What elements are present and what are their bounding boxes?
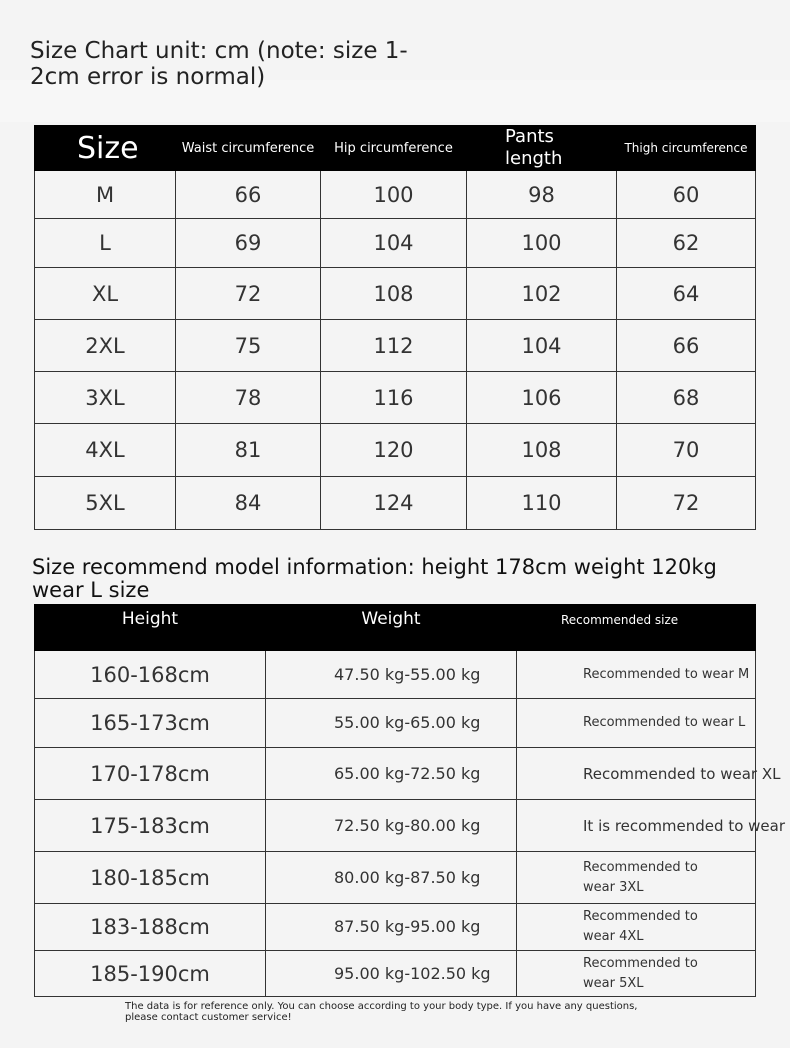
table-row: [35, 748, 756, 800]
weight-cell: 80.00 kg-87.50 kg: [266, 852, 517, 904]
rec-table-header: [35, 605, 756, 651]
height-cell: 160-168cm: [35, 651, 266, 699]
thigh-cell: 60: [617, 171, 756, 219]
table-row: [35, 424, 756, 477]
weight-cell: 72.50 kg-80.00 kg: [266, 800, 517, 852]
waist-cell: 69: [176, 219, 321, 268]
height-cell: 185-190cm: [35, 951, 266, 997]
thigh-cell: 68: [617, 372, 756, 424]
disclaimer-footnote: The data is for reference only. You can choose according to your body type. If you have any questions, please contact customer service!: [125, 1001, 638, 1023]
thigh-cell: 62: [617, 219, 756, 268]
table-row: [35, 904, 756, 951]
table-row: [35, 171, 756, 219]
weight-cell: 95.00 kg-102.50 kg: [266, 951, 517, 997]
recommended-size-cell: Recommended to wear 5XL: [517, 951, 756, 997]
size-chart-title: Size Chart unit: cm (note: size 1-2cm error is normal): [30, 38, 408, 90]
thigh-cell: 64: [617, 268, 756, 320]
weight-cell: 55.00 kg-65.00 kg: [266, 699, 517, 748]
recommended-size-cell: It is recommended to wear: [517, 800, 756, 852]
waist-cell: 81: [176, 424, 321, 477]
pants-length-cell: 102: [467, 268, 617, 320]
header-size: Size: [35, 126, 176, 171]
height-cell: 170-178cm: [35, 748, 266, 800]
table-row: [35, 320, 756, 372]
recommended-size-cell: Recommended to wear M: [517, 651, 756, 699]
size-chart-table: [34, 125, 756, 530]
header-hip: Hip circumference: [321, 126, 467, 171]
size-cell: 5XL: [35, 477, 176, 530]
recommendation-table: [34, 604, 785, 997]
header-pants-length: Pants length: [467, 126, 617, 171]
table-row: [35, 800, 756, 852]
height-cell: 175-183cm: [35, 800, 266, 852]
hip-cell: 100: [321, 171, 467, 219]
header-weight: Weight: [266, 605, 517, 651]
size-cell: L: [35, 219, 176, 268]
pants-length-cell: 100: [467, 219, 617, 268]
recommended-size-cell: Recommended to wear XL: [517, 748, 756, 800]
hip-cell: 112: [321, 320, 467, 372]
header-thigh: Thigh circumference: [617, 126, 756, 171]
recommended-size-cell: Recommended to wear L: [517, 699, 756, 748]
weight-cell: 47.50 kg-55.00 kg: [266, 651, 517, 699]
pants-length-cell: 106: [467, 372, 617, 424]
waist-cell: 78: [176, 372, 321, 424]
recommended-size-cell: Recommended to wear 3XL: [517, 852, 756, 904]
pants-length-cell: 98: [467, 171, 617, 219]
waist-cell: 75: [176, 320, 321, 372]
size-cell: XL: [35, 268, 176, 320]
height-cell: 180-185cm: [35, 852, 266, 904]
height-cell: 165-173cm: [35, 699, 266, 748]
header-height: Height: [35, 605, 266, 651]
hip-cell: 124: [321, 477, 467, 530]
table-row: [35, 699, 756, 748]
weight-cell: 65.00 kg-72.50 kg: [266, 748, 517, 800]
thigh-cell: 70: [617, 424, 756, 477]
pants-length-cell: 110: [467, 477, 617, 530]
table-row: [35, 651, 756, 699]
recommended-size-cell: Recommended to wear 4XL: [517, 904, 756, 951]
hip-cell: 104: [321, 219, 467, 268]
waist-cell: 84: [176, 477, 321, 530]
weight-cell: 87.50 kg-95.00 kg: [266, 904, 517, 951]
header-waist: Waist circumference: [176, 126, 321, 171]
header-recommended-size: Recommended size: [517, 605, 756, 651]
thigh-cell: 66: [617, 320, 756, 372]
hip-cell: 120: [321, 424, 467, 477]
table-row: [35, 219, 756, 268]
height-cell: 183-188cm: [35, 904, 266, 951]
size-cell: 4XL: [35, 424, 176, 477]
hip-cell: 116: [321, 372, 467, 424]
table-row: [35, 268, 756, 320]
waist-cell: 72: [176, 268, 321, 320]
thigh-cell: 72: [617, 477, 756, 530]
table-row: [35, 852, 756, 904]
pants-length-cell: 104: [467, 320, 617, 372]
table-row: [35, 951, 756, 997]
size-cell: M: [35, 171, 176, 219]
model-info-title: Size recommend model information: height 178cm weight 120kg wear L size: [32, 555, 717, 602]
pants-length-cell: 108: [467, 424, 617, 477]
size-cell: 2XL: [35, 320, 176, 372]
size-cell: 3XL: [35, 372, 176, 424]
hip-cell: 108: [321, 268, 467, 320]
table-row: [35, 372, 756, 424]
size-table-header: [35, 126, 756, 171]
waist-cell: 66: [176, 171, 321, 219]
table-row: [35, 477, 756, 530]
